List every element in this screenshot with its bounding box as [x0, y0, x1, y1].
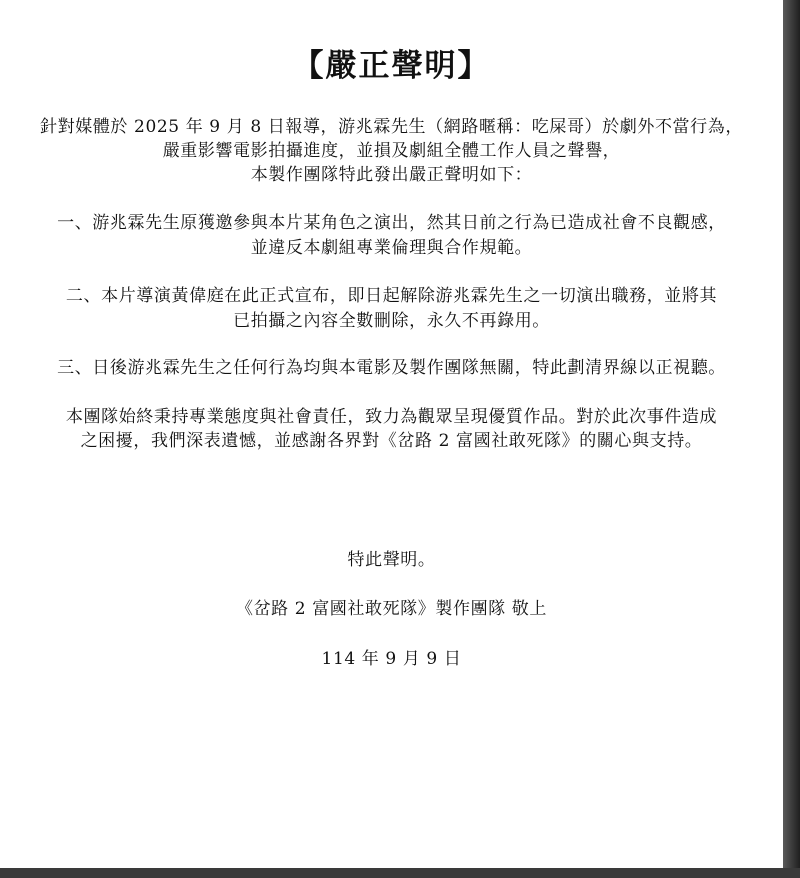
- conclusion-line-1: 本團隊始終秉持專業態度與社會責任，致力為觀眾呈現優質作品。對於此次事件造成: [65, 407, 718, 427]
- intro-line-1: 針對媒體於 2025 年 9 月 8 日報導，游兆霖先生（網路暱稱：吃屎哥）於劇外不當行為，: [40, 117, 743, 137]
- screen-edge-shadow: [783, 0, 800, 878]
- point-2-line-2: 已拍攝之內容全數刪除，永久不再錄用。: [233, 311, 550, 331]
- signature: 《岔路 2 富國社敢死隊》製作團隊 敬上: [235, 599, 548, 619]
- conclusion-line-2: 之困擾，我們深表遺憾，並感謝各界對《岔路 2 富國社敢死隊》的關心與支持。: [80, 431, 703, 451]
- statement-date: 114 年 9 月 9 日: [321, 649, 462, 669]
- intro-line-2: 嚴重影響電影拍攝進度，並損及劇組全體工作人員之聲譽，: [162, 141, 621, 161]
- closing-text: 特此聲明。: [347, 550, 436, 570]
- point-1-line-2: 並違反本劇組專業倫理與合作規範。: [250, 238, 533, 258]
- point-2-line-1: 二、本片導演黃偉庭在此正式宣布，即日起解除游兆霖先生之一切演出職務，並將其: [65, 286, 718, 306]
- point-3-line-1: 三、日後游兆霖先生之任何行為均與本電影及製作團隊無關，特此劃清界線以正視聽。: [57, 358, 726, 378]
- statement-title: 【嚴正聲明】: [292, 48, 491, 84]
- point-1-line-1: 一、游兆霖先生原獲邀參與本片某角色之演出，然其日前之行為已造成社會不良觀感，: [57, 213, 726, 233]
- bottom-edge-shadow: [0, 868, 800, 878]
- intro-line-3: 本製作團隊特此發出嚴正聲明如下：: [250, 165, 533, 185]
